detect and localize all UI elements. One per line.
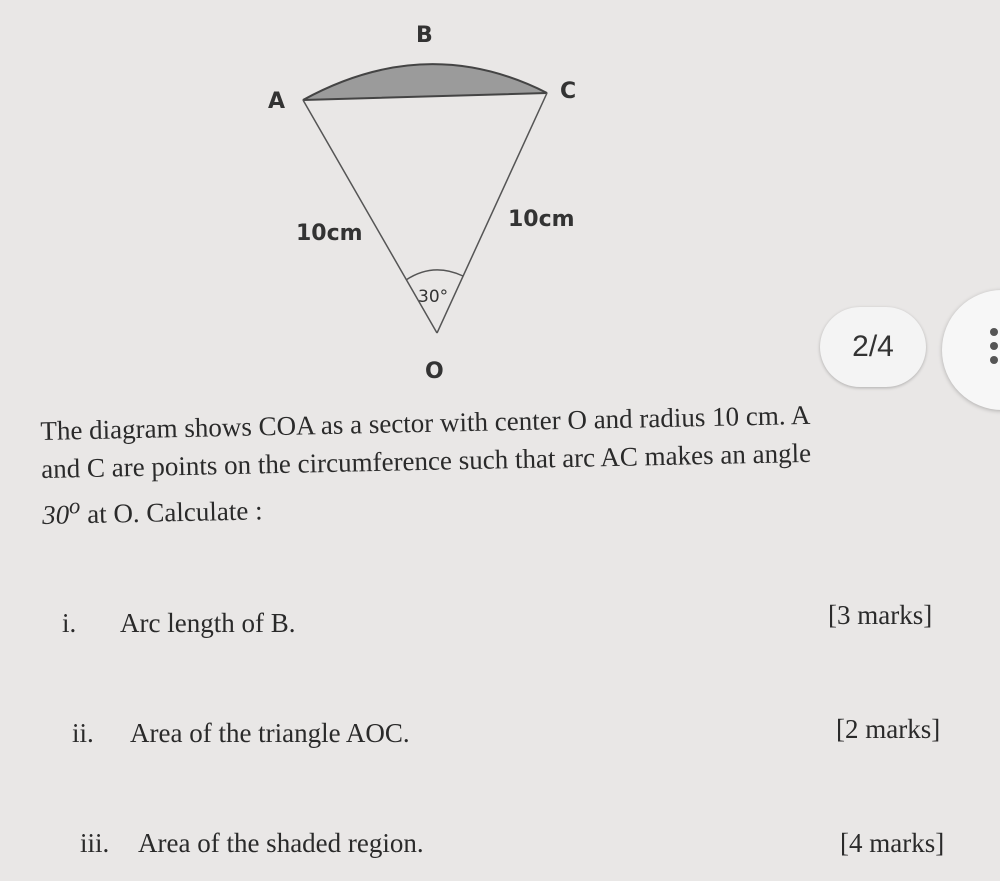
- shaded-segment: [303, 64, 547, 100]
- statement-line-3: [42, 495, 263, 530]
- point-label-O: O: [425, 359, 444, 384]
- question-number: iii.: [80, 828, 110, 858]
- angle-arc: [406, 270, 463, 280]
- question-number: ii.: [72, 718, 94, 748]
- page-indicator-text: 2/4: [852, 330, 894, 363]
- marks-i: [3 marks]: [828, 600, 933, 630]
- marks-ii: [2 marks]: [836, 714, 941, 744]
- point-label-A: A: [268, 89, 286, 114]
- angle-value: 30: [41, 499, 70, 530]
- radius-OA: [303, 100, 437, 333]
- problem-statement: [40, 393, 957, 534]
- page-indicator[interactable]: [820, 307, 926, 387]
- statement-line-2: and C are points on the circumference such that arc AC makes an angle: [40, 437, 812, 484]
- question-text: Arc length of B.: [120, 608, 296, 638]
- question-iii: [80, 828, 424, 859]
- question-text: Area of the triangle AOC.: [130, 718, 410, 748]
- question-ii: [72, 718, 410, 749]
- degree-superscript: o: [68, 493, 81, 519]
- point-label-C: C: [560, 79, 577, 104]
- question-number: i.: [62, 608, 77, 638]
- left-radius-label: 10cm: [296, 221, 363, 246]
- more-vertical-icon-dot: [990, 356, 998, 364]
- point-label-B: B: [416, 23, 433, 48]
- more-vertical-icon: [990, 328, 998, 336]
- angle-label: 30°: [418, 287, 449, 307]
- right-radius-label: 10cm: [508, 207, 575, 232]
- statement-line-3-rest: at O. Calculate :: [80, 495, 263, 530]
- marks-iii: [4 marks]: [840, 828, 945, 858]
- question-text: Area of the shaded region.: [138, 828, 424, 858]
- question-i: [62, 608, 295, 639]
- statement-line-1: The diagram shows COA as a sector with center O and radius 10 cm. A: [40, 399, 811, 446]
- more-vertical-icon-dot: [990, 342, 998, 350]
